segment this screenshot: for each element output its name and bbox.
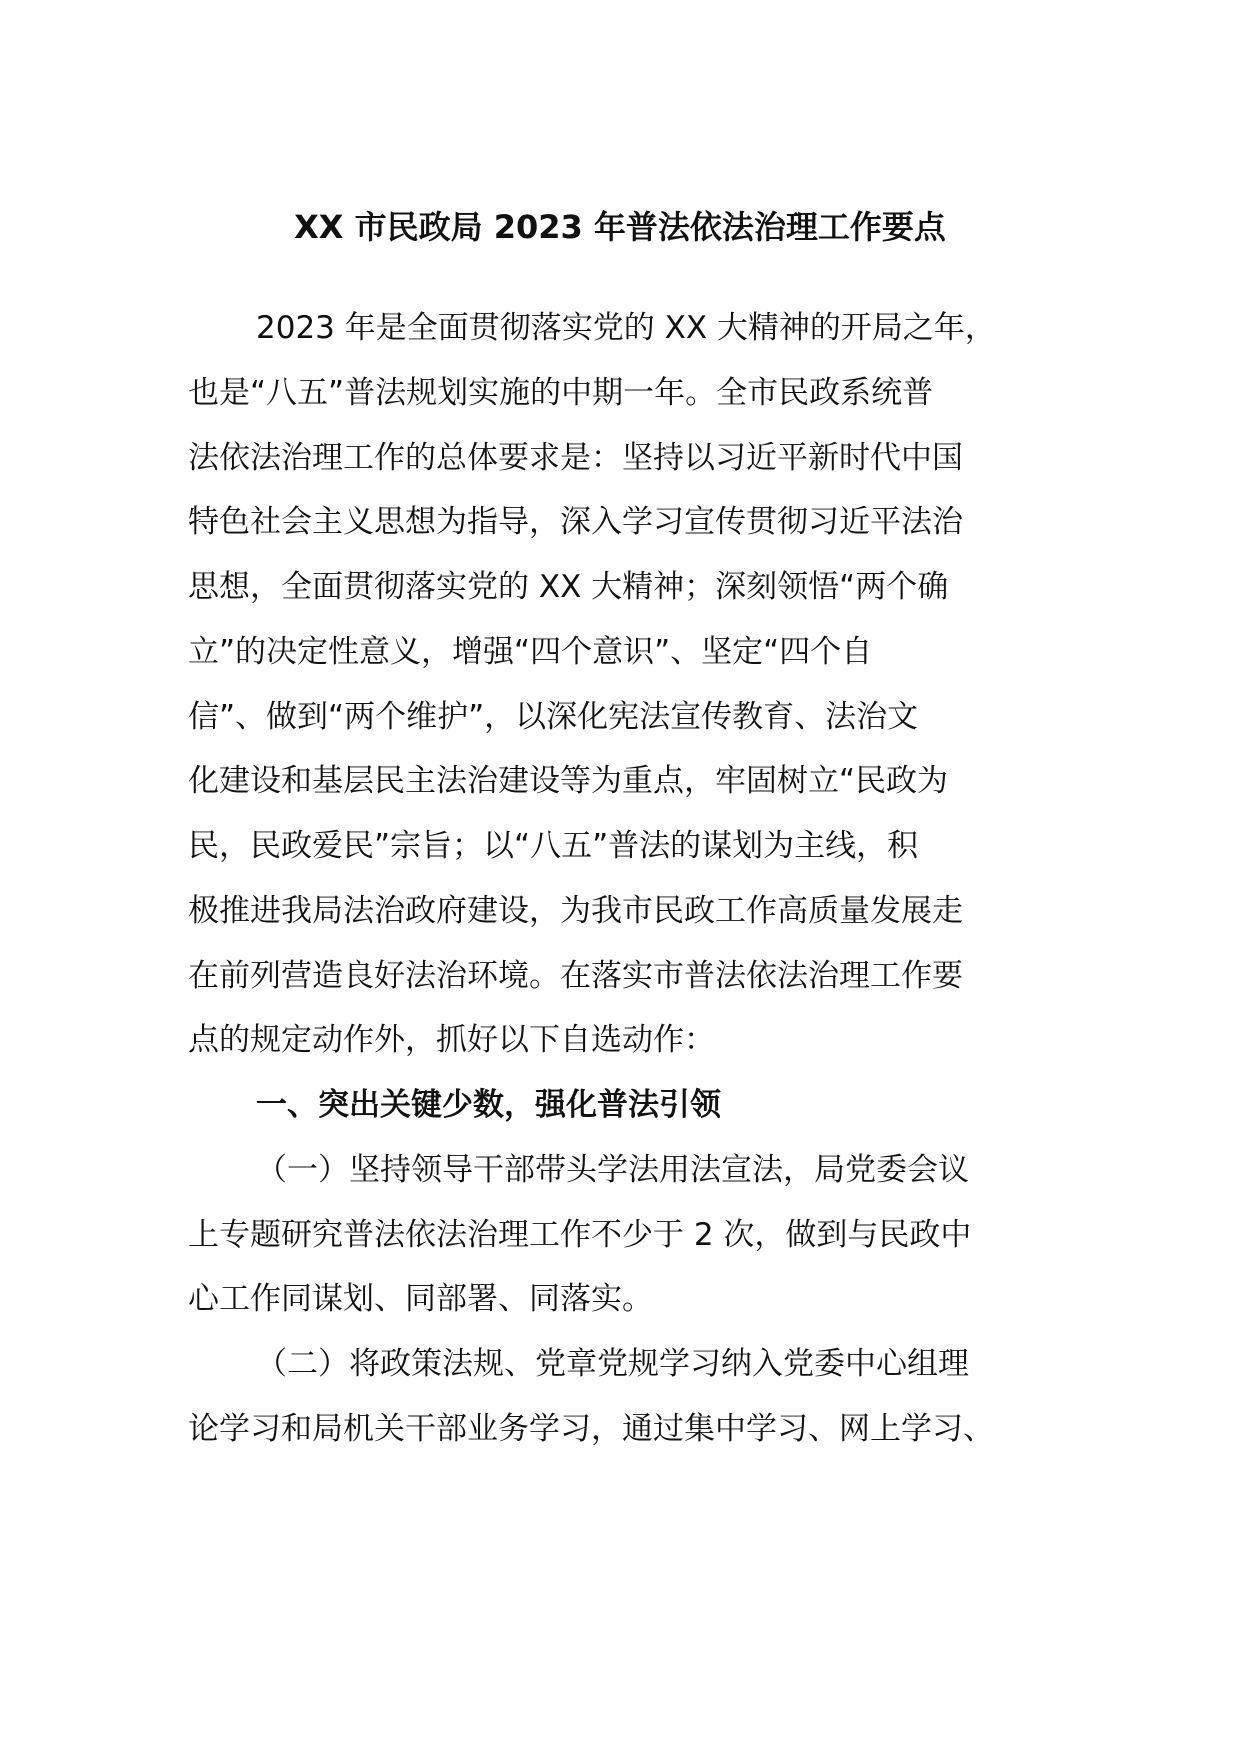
intro-line-7: 信”、做到“两个维护”，以深化宪法宣传教育、法治文 xyxy=(188,699,919,735)
document-title: XX 市民政局 2023 年普法依法治理工作要点 xyxy=(294,208,946,246)
intro-line-9: 民，民政爱民”宗旨；以“八五”普法的谋划为主线，积 xyxy=(188,828,919,864)
intro-line-2: 也是“八五”普法规划实施的中期一年。全市民政系统普 xyxy=(188,375,934,411)
item-2-line-1: （二）将政策法规、党章党规学习纳入党委中心组理 xyxy=(256,1346,969,1382)
intro-line-12: 点的规定动作外，抓好以下自选动作： xyxy=(188,1022,715,1058)
item-1-line-3: 心工作同谋划、同部署、同落实。 xyxy=(188,1281,653,1317)
intro-line-11: 在前列营造良好法治环境。在落实市普法依法治理工作要 xyxy=(188,958,963,994)
item-1-line-1: （一）坚持领导干部带头学法用法宣法，局党委会议 xyxy=(256,1152,969,1188)
intro-line-1: 2023 年是全面贯彻落实党的 XX 大精神的开局之年， xyxy=(256,310,996,346)
intro-line-3: 法依法治理工作的总体要求是：坚持以习近平新时代中国 xyxy=(188,440,963,476)
intro-line-10: 极推进我局法治政府建设，为我市民政工作高质量发展走 xyxy=(188,893,963,929)
intro-line-4: 特色社会主义思想为指导，深入学习宣传贯彻习近平法治 xyxy=(188,504,963,540)
intro-line-6: 立”的决定性意义，增强“四个意识”、坚定“四个自 xyxy=(188,634,873,670)
item-1-line-2: 上专题研究普法依法治理工作不少于 2 次，做到与民政中 xyxy=(188,1217,972,1253)
item-2-line-2: 论学习和局机关干部业务学习，通过集中学习、网上学习、 xyxy=(188,1411,994,1447)
section-heading-1: 一、突出关键少数，强化普法引领 xyxy=(256,1087,721,1123)
intro-line-8: 化建设和基层民主法治建设等为重点，牢固树立“民政为 xyxy=(188,763,949,799)
intro-line-5: 思想，全面贯彻落实党的 XX 大精神；深刻领悟“两个确 xyxy=(188,569,949,605)
